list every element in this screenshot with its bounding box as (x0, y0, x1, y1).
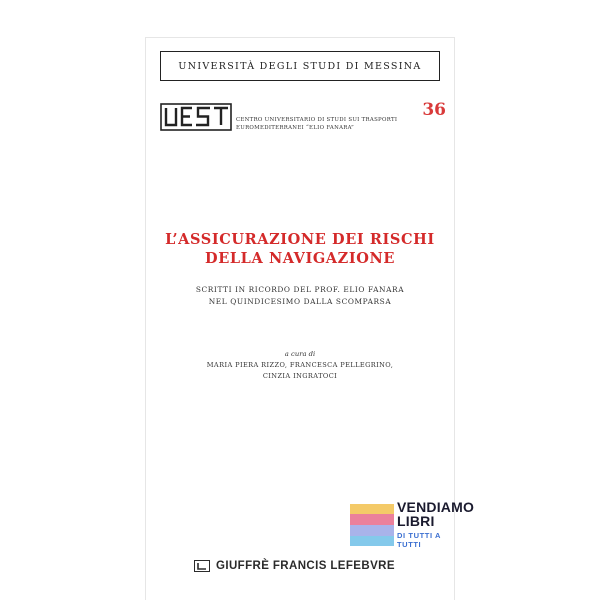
curators-line-1: MARIA PIERA RIZZO, FRANCESCA PELLEGRINO, (206, 361, 394, 369)
university-header (160, 51, 440, 81)
centro-label: CENTRO UNIVERSITARIO DI STUDI SUI TRASPORTI EUROMEDITERRANEI “ELIO FANARA” (236, 117, 398, 131)
vendiamo-libri-badge (350, 499, 475, 552)
title-line-1: L’ASSICURAZIONE DEI RISCHI (165, 231, 435, 248)
curators-line-2: CINZIA INGRATOCI (262, 372, 338, 380)
university-name: UNIVERSITÀ DEGLI STUDI DI MESSINA (178, 60, 422, 72)
title-line-2: DELLA NAVIGAZIONE (205, 250, 395, 267)
subtitle-line-2: NEL QUINDICESIMO DALLA SCOMPARSA (208, 297, 392, 306)
publisher-name: GIUFFRÈ FRANCIS LEFEBVRE (216, 560, 395, 572)
curators (146, 360, 454, 382)
curator-label: a cura di (284, 350, 316, 358)
badge-line-2: LIBRI (397, 513, 435, 529)
series-number: 36 (422, 100, 446, 120)
stripes-icon (350, 504, 394, 546)
book-title (146, 230, 454, 268)
badge-tagline: DI TUTTI A TUTTI (397, 531, 441, 549)
subtitle-line-1: SCRITTI IN RICORDO DEL PROF. ELIO FANARA (195, 285, 405, 294)
badge-line-1: VENDIAMO (397, 499, 475, 515)
publisher-logo-icon (194, 560, 210, 572)
publisher (194, 560, 395, 572)
badge-title (397, 500, 474, 528)
book-subtitle (146, 284, 454, 308)
uest-logo (160, 100, 232, 134)
